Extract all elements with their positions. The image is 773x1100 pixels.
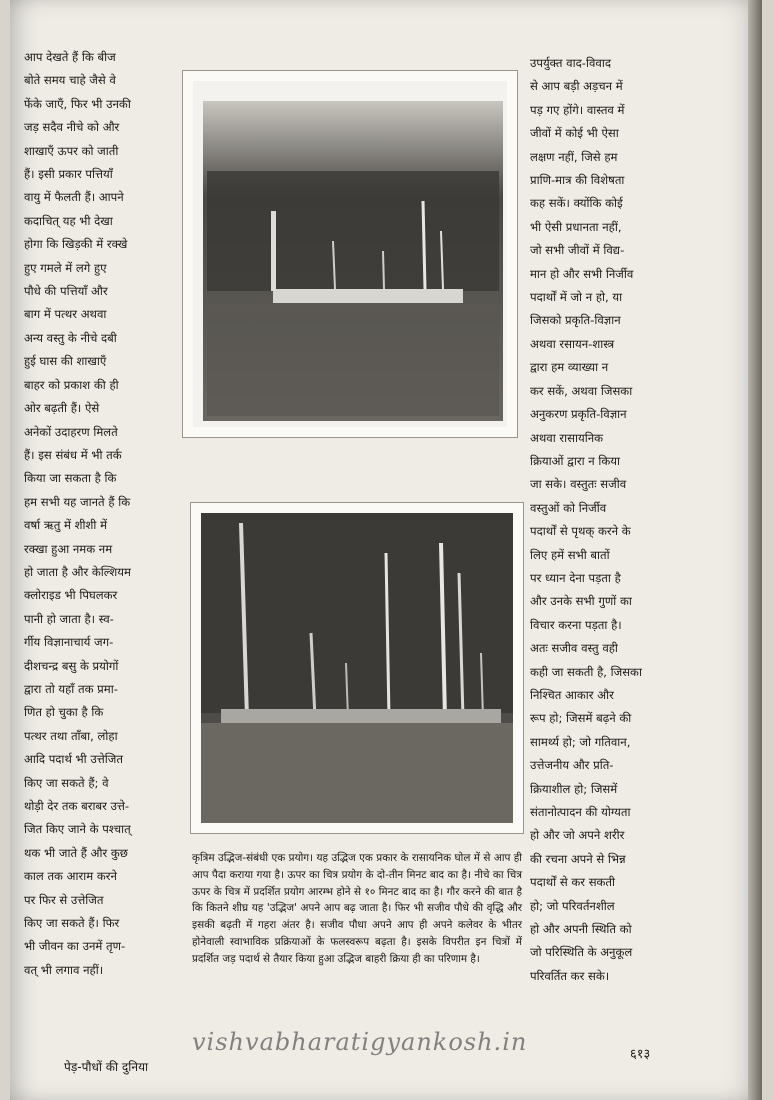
text-line: दीशचन्द्र बसु के प्रयोगों bbox=[24, 658, 119, 673]
text-line: हो और जो अपने शरीर bbox=[530, 828, 625, 843]
text-line: हैं। इसी प्रकार पत्तियाँ bbox=[24, 167, 113, 182]
text-line: उपर्युक्त वाद-विवाद bbox=[530, 56, 612, 70]
text-line: वस्तुओं को निर्जीव bbox=[530, 500, 607, 515]
text-line: प्राणि-मात्र की विशेषता bbox=[530, 173, 625, 188]
right-text-column bbox=[530, 52, 672, 988]
text-line: किया जा सकता है कि bbox=[24, 471, 117, 486]
text-line: अथवा रासायनिक bbox=[530, 430, 604, 445]
text-line: की रचना अपने से भिन्न bbox=[530, 851, 626, 866]
text-line: अनेकों उदाहरण मिलते bbox=[24, 424, 118, 439]
text-line: शाखाएँ ऊपर को जाती bbox=[24, 143, 119, 158]
text-line: कदाचित् यह भी देखा bbox=[24, 213, 113, 228]
text-line: भी ऐसी प्रधानता नहीं, bbox=[530, 219, 622, 234]
text-line: पड़ गए होंगे। वास्तव में bbox=[530, 102, 625, 117]
text-line: थोड़ी देर तक बराबर उत्ते- bbox=[24, 799, 130, 813]
text-line: हुई घास की शाखाएँ bbox=[24, 354, 107, 369]
figure-top-photo bbox=[182, 70, 518, 438]
text-line: फेंके जाएँ, फिर भी उनकी bbox=[24, 96, 131, 111]
text-line: क्रियाशील हो; जिसमें bbox=[530, 781, 618, 796]
text-line: हो; जो परिवर्तनशील bbox=[530, 898, 615, 913]
text-line: बाहर को प्रकाश की ही bbox=[24, 377, 119, 392]
text-line: हैं। इस संबंध में भी तर्क bbox=[24, 447, 122, 462]
text-line: पदार्थों से पृथक् करने के bbox=[530, 524, 631, 539]
text-line: कही जा सकती है, जिसका bbox=[530, 664, 642, 679]
text-line: हो और अपनी स्थिति को bbox=[530, 922, 632, 937]
text-line: और उनके सभी गुणों का bbox=[530, 594, 632, 609]
text-line: क्लोराइड भी पिघलकर bbox=[24, 588, 118, 603]
text-line: मान हो और सभी निर्जीव bbox=[530, 266, 634, 281]
text-line: अतः सजीव वस्तु वही bbox=[530, 641, 618, 656]
text-line: पानी हो जाता है। स्व- bbox=[24, 611, 114, 626]
text-line: पत्थर तथा ताँबा, लोहा bbox=[24, 728, 118, 743]
text-line: जीवों में कोई भी ऐसा bbox=[530, 126, 619, 141]
text-line: जित किए जाने के पश्चात् bbox=[24, 822, 131, 837]
text-line: वर्षा ऋतु में शीशी में bbox=[24, 518, 108, 533]
book-page bbox=[10, 0, 762, 1100]
text-line: भी जीवन का उनमें तृण- bbox=[24, 939, 126, 954]
running-footer-book-title: पेड़-पौधों की दुनिया bbox=[64, 1060, 149, 1074]
book-spine-shadow bbox=[748, 0, 762, 1100]
text-line: किए जा सकते हैं। फिर bbox=[24, 916, 120, 931]
text-line: पर फिर से उत्तेजित bbox=[24, 892, 104, 907]
text-line: परिवर्तित कर सके। bbox=[530, 968, 610, 983]
text-line: वत् भी लगाव नहीं। bbox=[24, 962, 104, 977]
text-line: किए जा सकते हैं; वे bbox=[24, 775, 109, 790]
left-text-column bbox=[24, 46, 174, 982]
text-line: पदार्थों में जो न हो, या bbox=[530, 290, 623, 305]
text-line: र्गीय विज्ञानाचार्य जग- bbox=[24, 635, 114, 650]
text-line: लिए हमें सभी बातों bbox=[530, 547, 610, 562]
text-line: से आप बड़ी अड़चन में bbox=[530, 79, 623, 94]
text-line: बोते समय चाहे जैसे वे bbox=[24, 73, 116, 88]
top-photo-image bbox=[193, 81, 507, 427]
text-line: णित हो चुका है कि bbox=[24, 705, 104, 720]
text-line: हुए गमले में लगे हुए bbox=[24, 260, 107, 275]
text-line: हम सभी यह जानते हैं कि bbox=[24, 494, 131, 509]
text-line: जा सके। वस्तुतः सजीव bbox=[530, 477, 627, 492]
text-line: संतानोत्पादन की योग्यता bbox=[530, 805, 631, 819]
text-line: होगा कि खिड़की में रक्खे bbox=[24, 237, 128, 252]
text-line: हो जाता है और केल्शियम bbox=[24, 564, 131, 579]
text-line: विचार करना पड़ता है। bbox=[530, 617, 622, 632]
text-line: काल तक आराम करने bbox=[24, 869, 117, 884]
text-line: जिसको प्रकृति-विज्ञान bbox=[530, 313, 621, 328]
text-line: लक्षण नहीं, जिसे हम bbox=[530, 149, 618, 164]
figure-caption: कृत्रिम उद्भिज-संबंधी एक प्रयोग। यह उद्भिज एक प्रकार के रासायनिक घोल में से आप ही आप पैदा कराया गया है। ऊपर का चित्र प्रयोग के दो-तीन मिनट बाद का है। नीचे का चित्र ऊपर के चित्र में प्रदर्शित प्रयोग आरम्भ होने से १० मिनट बाद का है। गौर करने की बात है कि कितने शीघ्र यह 'उद्भिज' अपने आप बढ़ जाता है। फिर भी सजीव पौधे की वृद्धि और इसकी बढ़ती में गहरा अंतर है। सजीव पौधा अपने आप ही अपने कलेवर के भीतर होनेवाली स्वाभाविक प्रक्रियाओं के फलस्वरूप बढ़ता है। इसके विपरीत इन चित्रों में प्रदर्शित जड़ पदार्थ से तैयार किया हुआ उद्भिज बाहरी क्रिया ही का परिणाम है। bbox=[192, 852, 522, 965]
text-line: जो परिस्थिति के अनुकूल bbox=[530, 945, 633, 960]
text-line: पौधे की पत्तियाँ और bbox=[24, 284, 108, 299]
text-line: अनुकरण प्रकृति-विज्ञान bbox=[530, 407, 627, 422]
text-line: द्वारा हम व्याख्या न bbox=[530, 360, 609, 375]
text-line: थक भी जाते हैं और कुछ bbox=[24, 845, 128, 860]
text-line: रूप हो; जिसमें बढ़ने की bbox=[530, 711, 632, 726]
text-line: आप देखते हैं कि बीज bbox=[24, 50, 116, 64]
text-line: ओर बढ़ती हैं। ऐसे bbox=[24, 401, 100, 416]
figure-bottom-photo bbox=[190, 502, 524, 834]
text-line: आदि पदार्थ भी उत्तेजित bbox=[24, 752, 123, 767]
text-line: जड़ सदैव नीचे को और bbox=[24, 120, 120, 135]
text-line: क्रियाओं द्वारा न किया bbox=[530, 453, 621, 468]
text-line: बाग में पत्थर अथवा bbox=[24, 307, 107, 322]
text-line: पदार्थों से कर सकती bbox=[530, 875, 616, 890]
text-line: अन्य वस्तु के नीचे दबी bbox=[24, 330, 117, 345]
text-line: निश्चित आकार और bbox=[530, 687, 614, 702]
page-number: ६१३ bbox=[630, 1047, 651, 1062]
text-line: कह सकें। क्योंकि कोई bbox=[530, 196, 623, 211]
watermark-url: vishvabharatigyankosh.in bbox=[192, 1028, 528, 1056]
bottom-photo-image bbox=[201, 513, 513, 823]
text-line: जो सभी जीवों में विद्य- bbox=[530, 243, 625, 258]
text-line: उत्तेजनीय और प्रति- bbox=[530, 758, 614, 773]
text-line: द्वारा तो यहाँ तक प्रमा- bbox=[24, 681, 118, 696]
text-line: रक्खा हुआ नमक नम bbox=[24, 541, 113, 556]
text-line: सामर्थ्य हो; जो गतिवान, bbox=[530, 734, 631, 749]
text-line: पर ध्यान देना पड़ता है bbox=[530, 570, 621, 585]
text-line: वायु में फैलती हैं। आपने bbox=[24, 190, 124, 205]
text-line: अथवा रसायन-शास्त्र bbox=[530, 336, 615, 351]
text-line: कर सकें, अथवा जिसका bbox=[530, 383, 633, 398]
